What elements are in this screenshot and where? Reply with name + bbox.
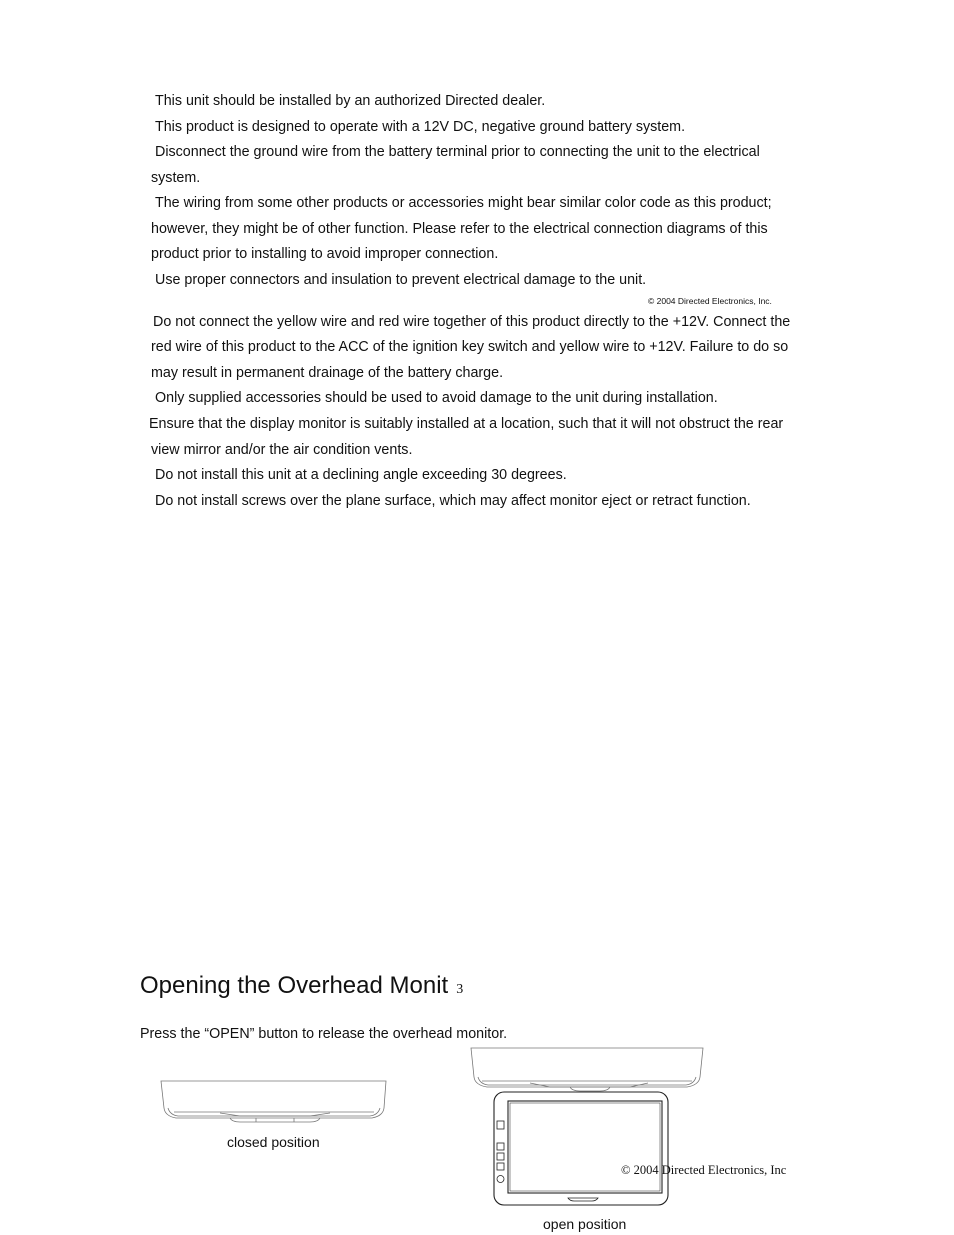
note-line-4: system. (151, 170, 201, 186)
section-title: Opening the Overhead Monit (140, 972, 449, 999)
note-line-16: Do not install screws over the plane surface, which may affect monitor eject or retract function. (155, 493, 751, 509)
note-line-1: This unit should be installed by an authorized Directed dealer. (155, 93, 546, 109)
note-line-7: product prior to installing to avoid improper connection. (151, 246, 499, 262)
open-monitor-figure (470, 1047, 706, 1209)
page-number: 3 (456, 982, 464, 997)
note-line-8: Use proper connectors and insulation to prevent electrical damage to the unit. (155, 272, 647, 288)
open-position-caption: open position (543, 1216, 627, 1232)
note-line-15: Do not install this unit at a declining angle exceeding 30 degrees. (155, 467, 567, 483)
note-line-9: Do not connect the yellow wire and red wire together of this product directly to the +12V. Connect the (153, 314, 791, 330)
copyright-footer: © 2004 Directed Electronics, Inc (621, 1163, 787, 1177)
note-line-13: Ensure that the display monitor is suitably installed at a location, such that it will not obstruct the rear (149, 416, 784, 432)
note-line-14: view mirror and/or the air condition vents. (151, 442, 413, 458)
copyright-small: © 2004 Directed Electronics, Inc. (648, 296, 772, 306)
note-line-10: red wire of this product to the ACC of the ignition key switch and yellow wire to +12V. Failure to do so (151, 339, 789, 355)
section-intro: Press the “OPEN” button to release the overhead monitor. (140, 1026, 508, 1042)
closed-position-caption: closed position (227, 1134, 320, 1150)
note-line-2: This product is designed to operate with a 12V DC, negative ground battery system. (155, 119, 686, 135)
note-line-6: however, they might be of other function. Please refer to the electrical connection diagrams of this (151, 221, 768, 237)
section-heading (140, 971, 463, 1005)
note-line-12: Only supplied accessories should be used to avoid damage to the unit during installation. (155, 390, 718, 406)
note-line-3: Disconnect the ground wire from the battery terminal prior to connecting the unit to the electrical (155, 144, 760, 160)
note-line-11: may result in permanent drainage of the battery charge. (151, 365, 504, 381)
note-line-5: The wiring from some other products or accessories might bear similar color code as this product; (155, 195, 772, 211)
closed-monitor-figure (160, 1078, 388, 1128)
